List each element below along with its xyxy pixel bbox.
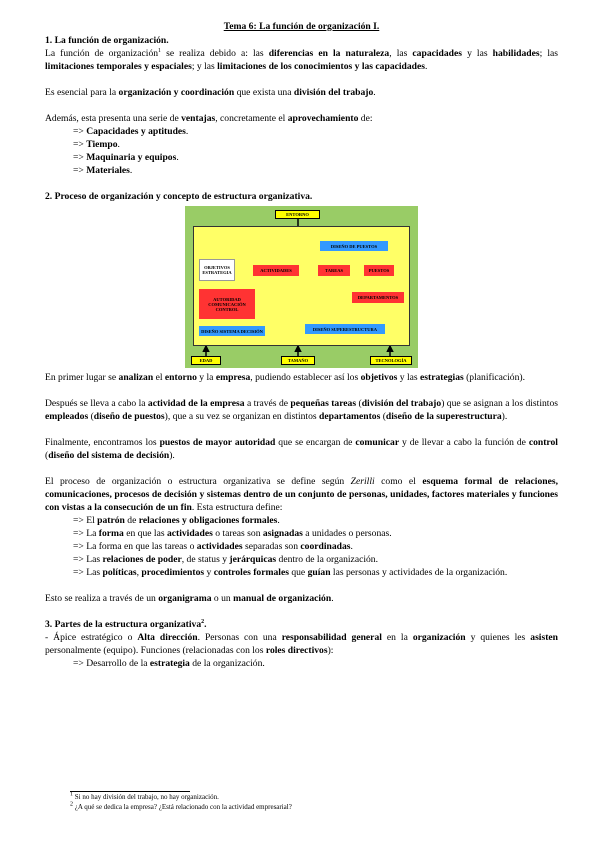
footnote-1: $^1$ Si no hay división del trabajo, no hay organización. <box>70 791 219 801</box>
section-1-heading: 1. La función de organización. <box>45 35 169 46</box>
s2-list <box>45 514 558 579</box>
s1-paragraph-3: Además, esta presenta una serie de ventajas, concretamente el aprovechamiento de: <box>45 113 373 124</box>
s1-paragraph-1: La función de organización$^1$ se realiza debido a: las diferencias en la naturaleza, las capacidades y las habilidades; las limitaciones temporales y espaciales; y las limitaciones de los conocimientos y las capacidades. <box>45 47 558 72</box>
list-item: => Las relaciones de poder, de status y jerárquicas dentro de la organización. <box>73 554 378 565</box>
list-item: => Materiales. <box>73 165 133 176</box>
s2-paragraph-3: Finalmente, encontramos los puestos de mayor autoridad que se encargan de comunicar y de llevar a cabo la función de control (diseño del sistema de decisión). <box>45 437 558 461</box>
s1-paragraph-2: Es esencial para la organización y coordinación que exista una división del trabajo. <box>45 87 376 98</box>
s2-paragraph-1: En primer lugar se analizan el entorno y la empresa, pudiendo establecer así los objetivos y las estrategias (planificación). <box>45 372 525 383</box>
s2-paragraph-4: El proceso de organización o estructura organizativa se define según Zerilli como el esquema formal de relaciones, comunicaciones, procesos de decisión y sistemas dentro de un conjunto de personas, unidades, factores materiales y funciones con vistas a la consecución de un fin. Esta estructura define: <box>45 476 558 513</box>
list-item: => Las políticas, procedimientos y controles formales que guían las personas y actividades de la organización. <box>73 567 508 578</box>
diagram-box-tamano: TAMAÑO <box>281 356 315 365</box>
list-item: => Maquinaria y equipos. <box>73 152 179 163</box>
diagram-box-diseno-superestructura: DISEÑO SUPERESTRUCTURA <box>305 324 385 334</box>
diagram-box-actividades: ACTIVIDADES <box>253 265 299 276</box>
organization-diagram <box>185 206 418 368</box>
diagram-box-diseno-sistema: DISEÑO SISTEMA DECISIÓN <box>199 326 265 336</box>
s3-list <box>45 657 558 670</box>
list-item: => La forma en que las actividades o tareas son asignadas a unidades o personas. <box>73 528 392 539</box>
diagram-box-tecnologia: TECNOLOGÍA <box>370 356 412 365</box>
list-item: => Capacidades y aptitudes. <box>73 126 189 137</box>
diagram-box-puestos: PUESTOS <box>364 265 394 276</box>
s2-paragraph-5: Esto se realiza a través de un organigrama o un manual de organización. <box>45 593 334 604</box>
section-2-heading: 2. Proceso de organización y concepto de estructura organizativa. <box>45 191 313 202</box>
s3-paragraph-1: - Ápice estratégico o Alta dirección. Personas con una responsabilidad general en la organización y quienes les asisten personalmente (equipo). Funciones (relacionadas con los roles directivos): <box>45 632 558 656</box>
section-3-heading: 3. Partes de la estructura organizativa$^2$. <box>45 618 207 630</box>
diagram-box-objetivos: OBJETIVOS ESTRATEGIA <box>199 259 235 281</box>
footnotes <box>70 792 550 812</box>
list-item: => La forma en que las tareas o actividades separadas son coordinadas. <box>73 541 353 552</box>
list-item: => Tiempo. <box>73 139 120 150</box>
footnote-2: $^2$ ¿A qué se dedica la empresa? ¿Está relacionado con la actividad empresarial? <box>70 801 292 811</box>
list-item: => Desarrollo de la estrategia de la organización. <box>73 658 265 669</box>
list-item: => El patrón de relaciones y obligaciones formales. <box>73 515 280 526</box>
page-title: Tema 6: La función de organización I. <box>223 21 380 32</box>
diagram-box-departamentos: DEPARTAMENTOS <box>352 292 404 303</box>
diagram-box-autoridad: AUTORIDAD COMUNICACIÓN CONTROL <box>199 289 255 319</box>
document-page <box>45 20 558 670</box>
s2-paragraph-2: Después se lleva a cabo la actividad de la empresa a través de pequeñas tareas (división del trabajo) que se asignan a los distintos empleados (diseño de puestos), que a su vez se organizan en distintos departamentos (diseño de la superestructura). <box>45 398 558 422</box>
diagram-box-tareas: TAREAS <box>318 265 350 276</box>
diagram-box-edad: EDAD <box>191 356 221 365</box>
s1-list <box>45 125 558 177</box>
diagram-box-diseno-puestos: DISEÑO DE PUESTOS <box>320 241 388 251</box>
diagram-box-entorno: ENTORNO <box>275 210 320 219</box>
